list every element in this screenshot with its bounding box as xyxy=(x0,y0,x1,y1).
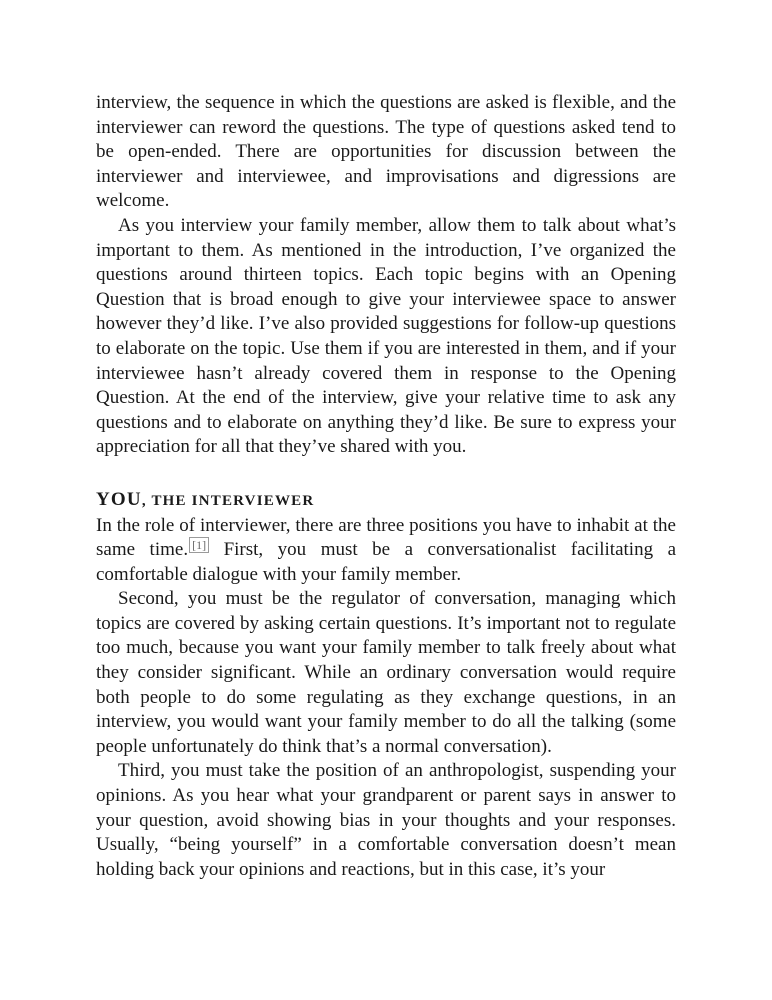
paragraph-family-interview: As you interview your family member, allow them to talk about what’s important to them. As mentioned in the introduction, I’ve organized the questions around thirteen topics. Each topic begins with an Opening Question that is broad enough to give your interviewee space to answer however they’d like. I’ve also provided suggestions for follow-up questions to elaborate on the topic. Use them if you are interested in them, and if your interviewee hasn’t already covered them in response to the Opening Question. At the end of the interview, give your relative time to ask any questions and to elaborate on anything they’d like. Be sure to express your appreciation for all that they’ve shared with you. xyxy=(96,214,676,458)
paragraph-regulator: Second, you must be the regulator of conversation, managing which topics are covered by asking certain questions. It’s important not to regulate too much, because you want your family member to talk freely about what they consider significant. While an ordinary conversation would require both people to do some regulating as they exchange questions, in an interview, you would want your family member to do all the talking (some people unfortunately do think that’s a normal conversation). xyxy=(96,588,676,757)
paragraph-three-positions-start: In the role of interviewer, there are three positions you have to inhabit at the same time. xyxy=(96,514,676,561)
paragraph-three-positions xyxy=(96,514,676,588)
section-heading-part2: , THE INTERVIEWER xyxy=(141,492,315,509)
section-heading-part1: YOU xyxy=(96,488,142,510)
paragraph-continued: interview, the sequence in which the questions are asked is flexible, and the interviewer can reword the questions. The type of questions asked tend to be open-ended. There are opportunities for discussion between the interviewer and interviewee, and improvisations and digressions are welcome. xyxy=(96,92,676,212)
paragraph-anthropologist: Third, you must take the position of an anthropologist, suspending your opinions. As you hear what your grandparent or parent says in answer to your question, avoid showing bias in your thoughts and your responses. Usually, “being yourself” in a comfortable conversation doesn’t mean holding back your opinions and reactions, but in this case, it’s your xyxy=(96,760,676,880)
paragraph-three-positions-end: First, you must be a conversationalist facilitating a comfortable dialogue with your family member. xyxy=(96,539,677,585)
footnote-link[interactable]: [1] xyxy=(189,537,209,553)
book-page xyxy=(96,91,676,882)
section-heading xyxy=(96,488,676,514)
